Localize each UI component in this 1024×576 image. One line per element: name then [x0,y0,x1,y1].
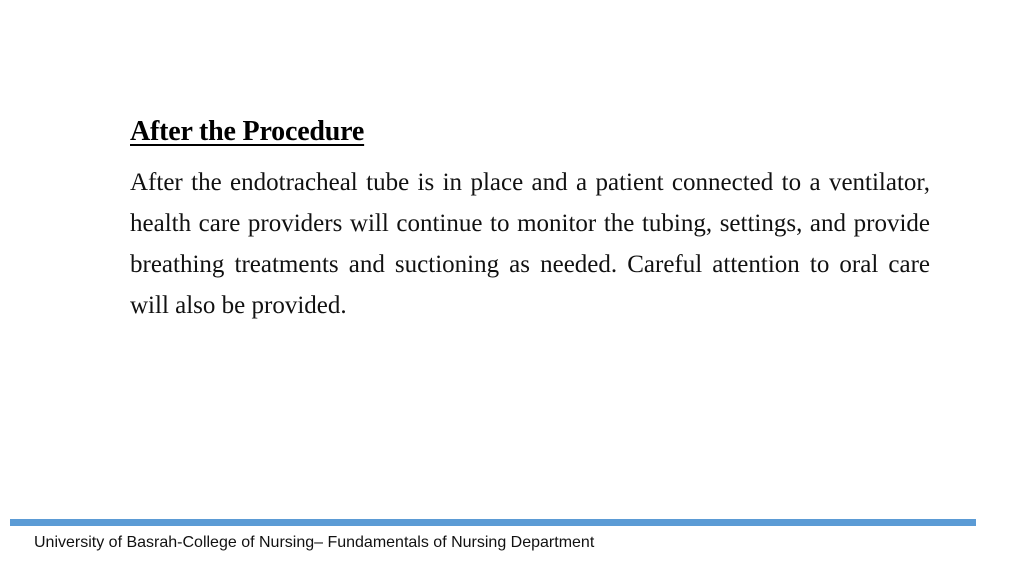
footer-divider [10,519,976,526]
slide-body-text: After the endotracheal tube is in place and a patient connected to a ventilator, health care providers will continue to monitor the tubing, settings, and provide breathing treatments and suctioning as needed. Careful attention to oral care will also be provided. [130,169,930,319]
slide-heading: After the Procedure [130,116,365,147]
slide-content [130,112,930,326]
footer-text: University of Basrah-College of Nursing– Fundamentals of Nursing Department [34,534,595,551]
